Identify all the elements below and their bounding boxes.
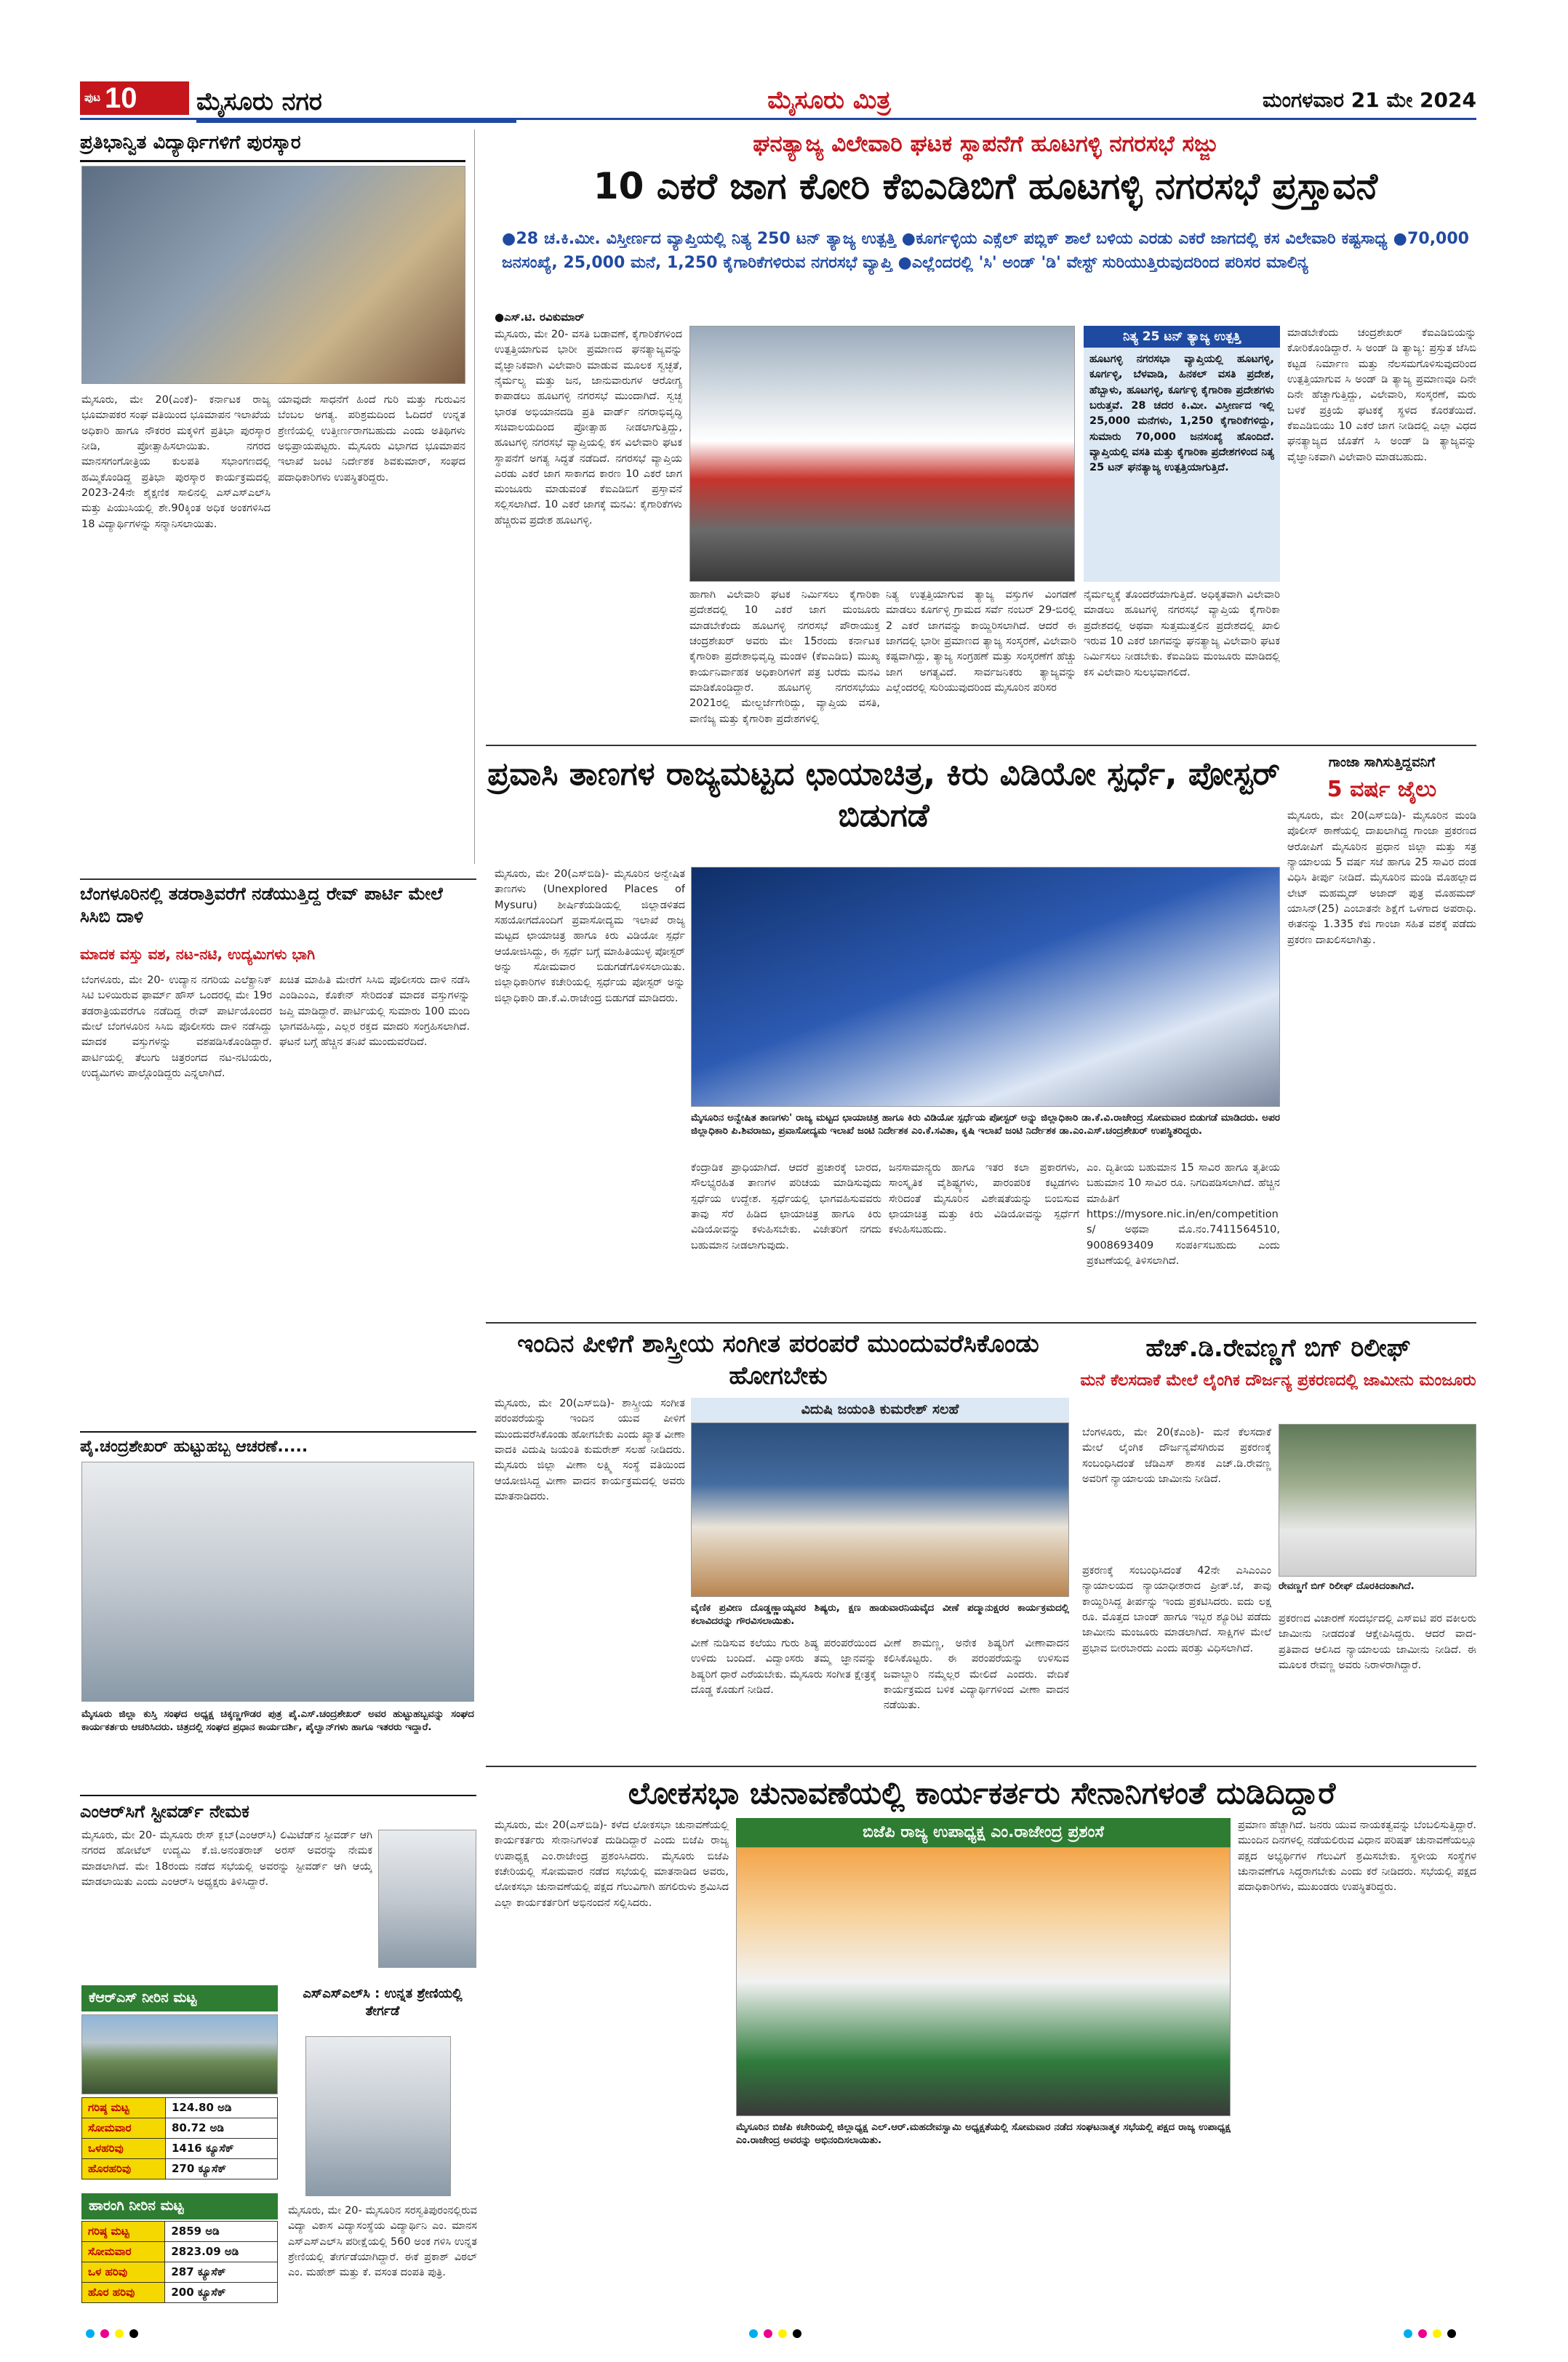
krs-key: ಸೋಮವಾರ xyxy=(82,2118,166,2139)
harangi-val: 287 ಕ್ಯೂಸೆಕ್ xyxy=(165,2262,278,2283)
lead-col-5: ನೈರ್ಮಲ್ಯಕ್ಕೆ ತೊಂದರೆಯಾಗುತ್ತಿದೆ. ಅಧಿಕೃತವಾಗಿ ವಿಲೇವಾರಿ ಮಾಡಲು ಹೂಟಗಳ್ಳಿ ನಗರಸಭೆ ವ್ಯಾಪ್ತಿಯ ಕೈಗಾರಿಕಾ ಪ್ರದೇಶದಲ್ಲಿ ಅಥವಾ ಸುತ್ತಮುತ್ತಲಿನ ಪ್ರದೇಶದಲ್ಲಿ ಖಾಲಿ ಇರುವ 10 ಎಕರೆ ಜಾಗವನ್ನು ಘನತ್ಯಾಜ್ಯ ವಿಲೇವಾರಿ ಘಟಕ ನಿರ್ಮಿಸಲು ನೀಡಬೇಕು. ಕೆಐಎಡಿಬಿ ಮಂಜೂರು ಮಾಡಿದಲ್ಲಿ ಕಸ ವಿಲೇವಾರಿ ಸುಲಭವಾಗಲಿದೆ. xyxy=(1084,589,1280,678)
harangi-key: ಗರಿಷ್ಠ ಮಟ್ಟ xyxy=(82,2222,165,2242)
col-divider xyxy=(474,129,475,864)
revanna-caption: ರೇವಣ್ಣಗೆ ಬಿಗ್ ರಿಲೀಫ್ ದೊರಕಿದಂತಾಗಿದೆ. xyxy=(1279,1580,1415,1592)
rave-subtitle: ಮಾದಕ ವಸ್ತು ವಶ, ನಟ-ನಟಿ, ಉದ್ಯಮಿಗಳು ಭಾಗಿ xyxy=(80,945,316,963)
harangi-table xyxy=(81,2221,278,2303)
krs-key: ಹೊರಹರಿವು xyxy=(82,2159,166,2179)
photo-contest-image xyxy=(691,867,1280,1107)
award-col-1: ಮೈಸೂರು, ಮೇ 20(ಎಂಕೆ)- ಕರ್ನಾಟಕ ರಾಜ್ಯ ಭೂಮಾಪಕರ ಸಂಘ ವತಿಯಿಂದ ಭೂಮಾಪನ ಇಲಾಖೆಯ ಅಧಿಕಾರಿ ಹಾಗೂ ನೌಕರರ ಮಕ್ಕಳಿಗೆ ಪ್ರತಿಭಾ ಪುರಸ್ಕಾರ ನೀಡಿ, ಪ್ರೋತ್ಸಾಹಿಸಲಾಯಿತು. ನಗರದ ಮಾನಸಗಂಗೋತ್ರಿಯ ಕುಲಪತಿ ಸಭಾಂಗಣದಲ್ಲಿ ಹಮ್ಮಿಕೊಂಡಿದ್ದ ಪ್ರತಿಭಾ ಪುರಸ್ಕಾರ ಕಾರ್ಯಕ್ರಮದಲ್ಲಿ 2023-24ನೇ ಶೈಕ್ಷಣಿಕ ಸಾಲಿನಲ್ಲಿ ಎಸ್‌ಎಸ್‌ಎಲ್‌ಸಿ ಮತ್ತು ಪಿಯುಸಿಯಲ್ಲಿ ಶೇ.90ಕ್ಕಿಂತ ಅಧಿಕ ಅಂಕಗಳಿಸಿದ 18 ವಿದ್ಯಾರ್ಥಿಗಳನ್ನು ಸನ್ಮಾನಿಸಲಾಯಿತು. xyxy=(81,394,271,530)
rave-title: ಬೆಂಗಳೂರಿನಲ್ಲಿ ತಡರಾತ್ರಿವರೆಗೆ ನಡೆಯುತ್ತಿದ್ದ ರೇವ್ ಪಾರ್ಟಿ ಮೇಲೆ ಸಿಸಿಬಿ ದಾಳಿ xyxy=(80,884,443,927)
loksabha-caption: ಮೈಸೂರಿನ ಬಿಜೆಪಿ ಕಚೇರಿಯಲ್ಲಿ ಜಿಲ್ಲಾಧ್ಯಕ್ಷ ಎಲ್.ಆರ್.ಮಹದೇವಸ್ವಾಮಿ ಅಧ್ಯಕ್ಷತೆಯಲ್ಲಿ ಸೋಮವಾರ ನಡೆದ ಸಂಘಟನಾತ್ಮಕ ಸಭೆಯಲ್ಲಿ ಪಕ್ಷದ ರಾಜ್ಯ ಉಪಾಧ್ಯಕ್ಷ ಎಂ.ರಾಜೇಂದ್ರ ಅವರನ್ನು ಅಭಿನಂದಿಸಲಾಯಿತು. xyxy=(736,2121,1231,2147)
revanna-col-2: ಪ್ರಕರಣಕ್ಕೆ ಸಂಬಂಧಿಸಿದಂತೆ 42ನೇ ಎಸಿಎಂಎಂ ನ್ಯಾಯಾಲಯದ ನ್ಯಾಯಾಧೀಶರಾದ ಪ್ರೀತ್.ಜೆ, ತಾವು ಕಾಯ್ದಿರಿಸಿದ್ದ ತೀರ್ಪನ್ನು ಇಂದು ಪ್ರಕಟಿಸಿದರು. ಐದು ಲಕ್ಷ ರೂ. ಮೊತ್ತದ ಬಾಂಡ್ ಹಾಗೂ ಇಬ್ಬರ ಶ್ಯೂರಿಟಿ ಪಡೆದು ಜಾಮೀನು ಮಂಜೂರು ಮಾಡಲಾಗಿದೆ. ಸಾಕ್ಷಿಗಳ ಮೇಲೆ ಪ್ರಭಾವ ಬೀರಬಾರದು ಎಂದು ಷರತ್ತು ವಿಧಿಸಲಾಗಿದೆ. xyxy=(1082,1565,1271,1654)
steward-text: ಮೈಸೂರು, ಮೇ 20- ಮೈಸೂರು ರೇಸ್ ಕ್ಲಬ್(ಎಂಆರ್‌ಸಿ) ಲಿಮಿಟೆಡ್‌ನ ಸ್ಟೀವರ್ಡ್ ಆಗಿ ನಗರದ ಹೋಟೆಲ್ ಉದ್ಯಮಿ ಕೆ.ಜಿ.ಅನಂತರಾಜ್ ಅರಸ್ ಅವರನ್ನು ನೇಮಕ ಮಾಡಲಾಗಿದೆ. ಮೇ 18ರಂದು ನಡೆದ ಸಭೆಯಲ್ಲಿ ಅವರನ್ನು ಸ್ಟೀವರ್ಡ್ ಆಗಿ ಆಯ್ಕೆ ಮಾಡಲಾಯಿತು ಎಂದು ಎಂಆರ್‌ಸಿ ಅಧ್ಯಕ್ಷರು ತಿಳಿಸಿದ್ದಾರೆ. xyxy=(81,1830,372,1888)
registration-marks-right xyxy=(1404,2327,1462,2343)
harangi-key: ಒಳ ಹರಿವು xyxy=(82,2262,165,2283)
paper-logo: ಮೈಸೂರು ಮಿತ್ರ xyxy=(767,86,891,115)
page-label: ಪುಟ xyxy=(84,91,101,105)
loksabha-col-2: ಪ್ರಮಾಣ ಹೆಚ್ಚಾಗಿದೆ. ಜನರು ಯುವ ನಾಯಕತ್ವವನ್ನು ಬೆಂಬಲಿಸುತ್ತಿದ್ದಾರೆ. ಮುಂದಿನ ದಿನಗಳಲ್ಲಿ ನಡೆಯಲಿರುವ ವಿಧಾನ ಪರಿಷತ್ ಚುನಾವಣೆಯಲ್ಲೂ ಪಕ್ಷದ ಅಭ್ಯರ್ಥಿಗಳ ಗೆಲುವಿಗೆ ಶ್ರಮಿಸಬೇಕು. ಸ್ಥಳೀಯ ಸಂಸ್ಥೆಗಳ ಚುನಾವಣೆಗೂ ಸಿದ್ಧರಾಗಬೇಕು ಎಂದು ಕರೆ ನೀಡಿದರು. ಸಭೆಯಲ್ಲಿ ಪಕ್ಷದ ಪದಾಧಿಕಾರಿಗಳು, ಮುಖಂಡರು ಉಪಸ್ಥಿತರಿದ್ದರು. xyxy=(1238,1819,1476,1894)
krs-dam-photo xyxy=(81,2014,278,2094)
photo-caption: ಮೈಸೂರಿನ ಅನ್ವೇಷಿತ ತಾಣಗಳು' ರಾಜ್ಯ ಮಟ್ಟದ ಛಾಯಾಚಿತ್ರ ಹಾಗೂ ಕಿರು ವಿಡಿಯೋ ಸ್ಪರ್ಧೆಯ ಪೋಸ್ಟರ್ ಅನ್ನು ಜಿಲ್ಲಾಧಿಕಾರಿ ಡಾ.ಕೆ.ವಿ.ರಾಜೇಂದ್ರ ಸೋಮವಾರ ಬಿಡುಗಡೆ ಮಾಡಿದರು. ಅಪರ ಜಿಲ್ಲಾಧಿಕಾರಿ ಪಿ.ಶಿವರಾಜು, ಪ್ರವಾಸೋದ್ಯಮ ಇಲಾಖೆ ಜಂಟಿ ನಿರ್ದೇಶಕ ಎಂ.ಕೆ.ಸವಿತಾ, ಕೃಷಿ ಇಲಾಖೆ ಜಂಟಿ ನಿರ್ದೇಶಕ ಡಾ.ಎಂ.ಎಸ್.ಚಂದ್ರಶೇಖರ್ ಉಪಸ್ಥಿತರಿದ್ದರು. xyxy=(691,1112,1280,1137)
harangi-val: 200 ಕ್ಯೂಸೆಕ್ xyxy=(165,2283,278,2303)
krs-val: 80.72 ಅಡಿ xyxy=(166,2118,278,2139)
revanna-col-3: ಪ್ರಕರಣದ ವಿಚಾರಣೆ ಸಂದರ್ಭದಲ್ಲಿ ಎಸ್‌ಐಟಿ ಪರ ವಕೀಲರು ಜಾಮೀನು ನೀಡದಂತೆ ಆಕ್ಷೇಪಿಸಿದ್ದರು. ಆದರೆ ವಾದ-ಪ್ರತಿವಾದ ಆಲಿಸಿದ ನ್ಯಾಯಾಲಯ ಜಾಮೀನು ನೀಡಿದೆ. ಈ ಮೂಲಕ ರೇವಣ್ಣ ಅವರು ನಿರಾಳರಾಗಿದ್ದಾರೆ. xyxy=(1279,1613,1476,1671)
birthday-caption: ಮೈಸೂರು ಜಿಲ್ಲಾ ಕುಸ್ತಿ ಸಂಘದ ಅಧ್ಯಕ್ಷ ಚಿಕ್ಕಣ್ಣಗೌಡರ ಪುತ್ರ ಪೈ.ಎಸ್.ಚಂದ್ರಶೇಖರ್ ಅವರ ಹುಟ್ಟುಹಬ್ಬವನ್ನು ಸಂಘದ ಕಾರ್ಯಕರ್ತರು ಆಚರಿಸಿದರು. ಚಿತ್ರದಲ್ಲಿ ಸಂಘದ ಪ್ರಧಾನ ಕಾರ್ಯದರ್ಶಿ, ಪೈಲ್ವಾನ್‌ಗಳು ಹಾಗೂ ಇತರರು ಇದ್ದಾರೆ. xyxy=(81,1708,474,1734)
rave-col-1: ಬೆಂಗಳೂರು, ಮೇ 20- ಉದ್ಯಾನ ನಗರಿಯ ಎಲೆಕ್ಟ್ರಾನಿಕ್ ಸಿಟಿ ಬಳಿಯಿರುವ ಫಾರ್ಮ್ ಹೌಸ್ ಒಂದರಲ್ಲಿ ಮೇ 19ರ ತಡರಾತ್ರಿಯವರೆಗೂ ನಡೆದಿದ್ದ ರೇವ್ ಪಾರ್ಟಿಯೊಂದರ ಮೇಲೆ ಬೆಂಗಳೂರಿನ ಸಿಸಿಬಿ ಪೊಲೀಸರು ದಾಳಿ ನಡೆಸಿದ್ದು ಮಾದಕ ವಸ್ತುಗಳನ್ನು ವಶಪಡಿಸಿಕೊಂಡಿದ್ದಾರೆ. ಪಾರ್ಟಿಯಲ್ಲಿ ತೆಲುಗು ಚಿತ್ರರಂಗದ ನಟ-ನಟಿಯರು, ಉದ್ಯಮಿಗಳು ಪಾಲ್ಗೊಂಡಿದ್ದರು ಎನ್ನಲಾಗಿದೆ. xyxy=(81,974,272,1079)
lead-col-4: ನಿತ್ಯ ಉತ್ಪತ್ತಿಯಾಗುವ ತ್ಯಾಜ್ಯ ವಸ್ತುಗಳ ವಿಂಗಡಣೆ ಮಾಡಲು ಕೂರ್ಗಳ್ಳಿ ಗ್ರಾಮದ ಸರ್ವೆ ನಂಬರ್ 29-ಬಿರಲ್ಲಿ 2 ಎಕರೆ ಜಾಗವನ್ನು ಕಾಯ್ದಿರಿಸಲಾಗಿದೆ. ಆದರೆ ಈ ಜಾಗದಲ್ಲಿ ಭಾರೀ ಪ್ರಮಾಣದ ತ್ಯಾಜ್ಯ ಸಂಸ್ಕರಣೆ, ವಿಲೇವಾರಿ ಕಷ್ಟವಾಗಿದ್ದು, ತ್ಯಾಜ್ಯ ಸಂಗ್ರಹಣೆ ಮತ್ತು ಸಂಸ್ಕರಣೆಗೆ ಹೆಚ್ಚು ಜಾಗ ಅಗತ್ಯವಿದೆ. ಸಾರ್ವಜನಿಕರು ತ್ಯಾಜ್ಯವನ್ನು ಎಲ್ಲೆಂದರಲ್ಲಿ ಸುರಿಯುವುದರಿಂದ ಮೈಸೂರಿನ ಪರಿಸರ xyxy=(886,589,1076,694)
music-col-3: ವೀಣೆ ಶಾಮಣ್ಣ, ಅನೇಕ ಶಿಷ್ಯರಿಗೆ ವೀಣಾವಾದನ ಕಲಿಸಿಕೊಟ್ಟರು. ಈ ಪರಂಪರೆಯನ್ನು ಉಳಿಸುವ ಜವಾಬ್ದಾರಿ ನಮ್ಮೆಲ್ಲರ ಮೇಲಿದೆ ಎಂದರು. ವೇದಿಕೆ ಕಾರ್ಯಕ್ರಮದ ಬಳಿಕ ವಿದ್ಯಾರ್ಥಿಗಳಿಂದ ವೀಣಾ ವಾದನ ನಡೆಯಿತು. xyxy=(884,1638,1069,1712)
photo-title: ಪ್ರವಾಸಿ ತಾಣಗಳ ರಾಜ್ಯಮಟ್ಟದ ಛಾಯಾಚಿತ್ರ, ಕಿರು ವಿಡಿಯೋ ಸ್ಪರ್ಧೆ, ಪೋಸ್ಟರ್ ಬಿಡುಗಡೆ xyxy=(487,756,1280,835)
section-name: ಮೈಸೂರು ನಗರ xyxy=(196,84,516,123)
registration-marks-left xyxy=(86,2327,144,2343)
music-caption: ವೈಣಿಕ ಪ್ರವೀಣ ದೊಡ್ಡಣ್ಣಾಯ್ಯವರ ಶಿಷ್ಯರು, ಕ್ಷಣ ಹಾಡುವಾರನಿಯವೈದ ವೀಣೆ ಪದ್ಮಾನುಕ್ಷರರ ಕಾರ್ಯಕ್ರಮದಲ್ಲಿ ಕಲಾವಿದರನ್ನು ಗೌರವಿಸಲಾಯಿತು. xyxy=(691,1602,1069,1628)
lead-photo-label: ನಿತ್ಯ 25 ಟನ್ ತ್ಯಾಜ್ಯ ಉತ್ಪತ್ತಿ xyxy=(1084,326,1280,348)
revanna-photo xyxy=(1279,1424,1476,1577)
masthead-rule xyxy=(80,118,1476,120)
music-title: ಇಂದಿನ ಪೀಳಿಗೆ ಶಾಸ್ತ್ರೀಯ ಸಂಗೀತ ಪರಂಪರೆ ಮುಂದುವರೆಸಿಕೊಂಡು ಹೋಗಬೇಕು xyxy=(517,1329,1039,1391)
rave-col-2: ಖಚಿತ ಮಾಹಿತಿ ಮೇರೆಗೆ ಸಿಸಿಬಿ ಪೊಲೀಸರು ದಾಳಿ ನಡೆಸಿ ಎಂಡಿಎಂಎ, ಕೊಕೇನ್ ಸೇರಿದಂತೆ ಮಾದಕ ವಸ್ತುಗಳನ್ನು ಜಪ್ತಿ ಮಾಡಿದ್ದಾರೆ. ಪಾರ್ಟಿಯಲ್ಲಿ ಸುಮಾರು 100 ಮಂದಿ ಭಾಗವಹಿಸಿದ್ದು, ಎಲ್ಲರ ರಕ್ತದ ಮಾದರಿ ಸಂಗ್ರಹಿಸಲಾಗಿದೆ. ಘಟನೆ ಬಗ್ಗೆ ಹೆಚ್ಚಿನ ತನಿಖೆ ಮುಂದುವರೆದಿದೆ. xyxy=(279,974,470,1049)
steward-portrait xyxy=(378,1830,476,1968)
page-number: 10 xyxy=(105,82,137,114)
harangi-key: ಹೊರ ಹರಿವು xyxy=(82,2283,165,2303)
page-number-badge xyxy=(80,81,189,115)
lead-sidebar: ಹೂಟಗಳ್ಳಿ ನಗರಸಭಾ ವ್ಯಾಪ್ತಿಯಲ್ಲಿ ಹೂಟಗಳ್ಳಿ, ಕೂರ್ಗಳ್ಳಿ, ಬೆಳವಾಡಿ, ಹಿನಕಲ್ ವಸತಿ ಪ್ರದೇಶ, ಹೆಬ್ಬಾಳು, ಹೂಟಗಳ್ಳಿ, ಕೂರ್ಗಳ್ಳಿ ಕೈಗಾರಿಕಾ ಪ್ರದೇಶಗಳು ಬರುತ್ತವೆ. 28 ಚದರ ಕಿ.ಮೀ. ವಿಸ್ತೀರ್ಣದ ಇಲ್ಲಿ 25,000 ಮನೆಗಳು, 1,250 ಕೈಗಾರಿಕೆಗಳಿದ್ದು, ಸುಮಾರು 70,000 ಜನಸಂಖ್ಯೆ ಹೊಂದಿದೆ. ವ್ಯಾಪ್ತಿಯಲ್ಲಿ ವಸತಿ ಮತ್ತು ಕೈಗಾರಿಕಾ ಪ್ರದೇಶಗಳಿಂದ ನಿತ್ಯ 25 ಟನ್ ಘನತ್ಯಾಜ್ಯ ಉತ್ಪತ್ತಿಯಾಗುತ್ತಿದೆ. xyxy=(1084,348,1280,582)
revanna-col-1: ಬೆಂಗಳೂರು, ಮೇ 20(ಕೆಎಂಶಿ)- ಮನೆ ಕೆಲಸದಾಕೆ ಮೇಲೆ ಲೈಂಗಿಕ ದೌರ್ಜನ್ಯವೆಸಗಿರುವ ಪ್ರಕರಣಕ್ಕೆ ಸಂಬಂಧಿಸಿದಂತೆ ಜೆಡಿಎಸ್ ಶಾಸಕ ಎಚ್.ಡಿ.ರೇವಣ್ಣ ಅವರಿಗೆ ನ್ಯಾಯಾಲಯ ಜಾಮೀನು ನೀಡಿದೆ. xyxy=(1082,1427,1271,1485)
krs-key: ಒಳಹರಿವು xyxy=(82,2139,166,2159)
harangi-val: 2823.09 ಅಡಿ xyxy=(165,2242,278,2262)
krs-table xyxy=(81,2097,278,2179)
lead-bottom-rule xyxy=(486,745,1476,746)
award-photo xyxy=(81,166,465,384)
steward-title: ಎಂಆರ್‌ಸಿಗೆ ಸ್ಟೀವರ್ಡ್ ನೇಮಕ xyxy=(80,1795,476,1825)
music-subtitle: ವಿದುಷಿ ಜಯಂತಿ ಕುಮರೇಶ್ ಸಲಹೆ xyxy=(691,1398,1069,1422)
music-photo xyxy=(691,1422,1069,1597)
award-title: ಪ್ರತಿಭಾನ್ವಿತ ವಿದ್ಯಾರ್ಥಿಗಳಿಗೆ ಪುರಸ್ಕಾರ xyxy=(80,129,465,162)
krs-val: 124.80 ಅಡಿ xyxy=(166,2098,278,2118)
loksabha-photo xyxy=(736,1847,1231,2116)
lead-photo xyxy=(689,326,1075,582)
photo-col-2: ಕೆಂದ್ರಾಡಿಕ ಪ್ರಾಧಿಯಾಗಿದೆ. ಆದರೆ ಪ್ರಚಾರಕ್ಕೆ ಬಾರದ, ಸೌಲಭ್ಯರಹಿತ ತಾಣಗಳ ಪರಿಚಯ ಮಾಡಿಸುವುದು ಸ್ಪರ್ಧೆಯ ಉದ್ದೇಶ. ಸ್ಪರ್ಧೆಯಲ್ಲಿ ಭಾಗವಹಿಸುವವರು ತಾವು ಸೆರೆ ಹಿಡಿದ ಛಾಯಾಚಿತ್ರ ಹಾಗೂ ಕಿರು ವಿಡಿಯೋವನ್ನು ಕಳುಹಿಸಬೇಕು. ವಿಜೇತರಿಗೆ ನಗದು ಬಹುಮಾನ ನೀಡಲಾಗುವುದು. xyxy=(691,1162,881,1252)
issue-date: ಮಂಗಳವಾರ 21 ಮೇ 2024 xyxy=(1262,88,1476,112)
lead-kicker: ಘನತ್ಯಾಜ್ಯ ವಿಲೇವಾರಿ ಘಟಕ ಸ್ಥಾಪನೆಗೆ ಹೂಟಗಳ್ಳಿ ನಗರಸಭೆ ಸಜ್ಜು xyxy=(753,131,1218,157)
music-col-1: ಮೈಸೂರು, ಮೇ 20(ಎಸ್‌ಬಿಡಿ)- ಶಾಸ್ತ್ರೀಯ ಸಂಗೀತ ಪರಂಪರೆಯನ್ನು ಇಂದಿನ ಯುವ ಪೀಳಿಗೆ ಮುಂದುವರೆಸಿಕೊಂಡು ಹೋಗಬೇಕು ಎಂದು ಖ್ಯಾತ ವೀಣಾ ವಾದಕಿ ವಿದುಷಿ ಜಯಂತಿ ಕುಮರೇಶ್ ಸಲಹೆ ನೀಡಿದರು. ಮೈಸೂರು ಜಿಲ್ಲಾ ವೀಣಾ ಲಕ್ಷ್ಮಿ ಸಂಸ್ಥೆ ವತಿಯಿಂದ ಆಯೋಜಿಸಿದ್ದ ವೀಣಾ ವಾದನ ಕಾರ್ಯಕ್ರಮದಲ್ಲಿ ಅವರು ಮಾತನಾಡಿದರು. xyxy=(495,1398,685,1502)
lead-bullets: ●28 ಚ.ಕಿ.ಮೀ. ವಿಸ್ತೀರ್ಣದ ವ್ಯಾಪ್ತಿಯಲ್ಲಿ ನಿತ್ಯ 250 ಟನ್ ತ್ಯಾಜ್ಯ ಉತ್ಪತ್ತಿ ●ಕೂರ್ಗಳ್ಳಿಯ ಎಕ್ಸೆಲ್ ಪಬ್ಲಿಕ್ ಶಾಲೆ ಬಳಿಯ ಎರಡು ಎಕರೆ ಜಾಗದಲ್ಲಿ ಕಸ ವಿಲೇವಾರಿ ಕಷ್ಟಸಾಧ್ಯ ●70,000 ಜನಸಂಖ್ಯೆ, 25,000 ಮನೆ, 1,250 ಕೈಗಾರಿಕೆಗಳಿರುವ ನಗರಸಭೆ ವ್ಯಾಪ್ತಿ ●ಎಲ್ಲೆಂದರಲ್ಲಿ 'ಸಿ' ಅಂಡ್ 'ಡಿ' ವೇಸ್ಟ್ ಸುರಿಯುತ್ತಿರುವುದರಿಂದ ಪರಿಸರ ಮಾಲಿನ್ಯ xyxy=(502,230,1469,272)
photo-col-4: ಎಂ. ದ್ವಿತೀಯ ಬಹುಮಾನ 15 ಸಾವಿರ ಹಾಗೂ ತೃತೀಯ ಬಹುಮಾನ 10 ಸಾವಿರ ರೂ. ನಿಗದಿಪಡಿಸಲಾಗಿದೆ. ಹೆಚ್ಚಿನ ಮಾಹಿತಿಗೆ https://mysore.nic.in/en/competitions/ ಅಥವಾ ಮೊ.ನಂ.7411564510, 9008693409 ಸಂಪರ್ಕಿಸಬಹುದು ಎಂದು ಪ್ರಕಟಣೆಯಲ್ಲಿ ತಿಳಿಸಲಾಗಿದೆ. xyxy=(1087,1162,1280,1267)
revanna-title: ಹೆಚ್.ಡಿ.ರೇವಣ್ಣಗೆ ಬಿಗ್ ರಿಲೀಫ್ xyxy=(1145,1334,1411,1363)
registration-marks-center xyxy=(749,2327,807,2343)
rave-rule xyxy=(80,878,476,880)
music-col-2: ವೀಣೆ ನುಡಿಸುವ ಕಲೆಯು ಗುರು ಶಿಷ್ಯ ಪರಂಪರೆಯಿಂದ ಉಳಿದು ಬಂದಿದೆ. ವಿದ್ವಾಂಸರು ತಮ್ಮ ಜ್ಞಾನವನ್ನು ಶಿಷ್ಯರಿಗೆ ಧಾರೆ ಎರೆಯಬೇಕು. ಮೈಸೂರು ಸಂಗೀತ ಕ್ಷೇತ್ರಕ್ಕೆ ದೊಡ್ಡ ಕೊಡುಗೆ ನೀಡಿದೆ. xyxy=(691,1638,876,1696)
harangi-key: ಸೋಮವಾರ xyxy=(82,2242,165,2262)
photo-col-3: ಜನಸಾಮಾನ್ಯರು ಹಾಗೂ ಇತರ ಕಲಾ ಪ್ರಕಾರಗಳು, ಸಾಂಸ್ಕೃತಿಕ ವೈಶಿಷ್ಟ್ಯಗಳು, ಪಾರಂಪರಿಕ ಕಟ್ಟಡಗಳು ಸೇರಿದಂತೆ ಮೈಸೂರಿನ ವಿಶೇಷತೆಯನ್ನು ಬಿಂಬಿಸುವ ಛಾಯಾಚಿತ್ರ ಮತ್ತು ಕಿರು ವಿಡಿಯೋವನ್ನು ಸ್ಪರ್ಧೆಗೆ ಕಳುಹಿಸಬಹುದು. xyxy=(889,1162,1079,1236)
krs-val: 1416 ಕ್ಯೂಸೆಕ್ xyxy=(166,2139,278,2159)
birthday-title: ಪೈ.ಚಂದ್ರಶೇಖರ್ ಹುಟ್ಟುಹಬ್ಬ ಆಚರಣೆ..... xyxy=(80,1431,476,1459)
lead-col-3: ಹಾಗಾಗಿ ವಿಲೇವಾರಿ ಘಟಕ ನಿರ್ಮಿಸಲು ಕೈಗಾರಿಕಾ ಪ್ರದೇಶದಲ್ಲಿ 10 ಎಕರೆ ಜಾಗ ಮಂಜೂರು ಮಾಡಬೇಕೆಂದು ಹೂಟಗಳ್ಳಿ ನಗರಸಭೆ ಪೌರಾಯುಕ್ತ ಚಂದ್ರಶೇಖರ್ ಅವರು ಮೇ 15ರಂದು ಕರ್ನಾಟಕ ಕೈಗಾರಿಕಾ ಪ್ರದೇಶಾಭಿವೃದ್ಧಿ ಮಂಡಳಿ (ಕೆಐಎಡಿಬಿ) ಮುಖ್ಯ ಕಾರ್ಯನಿರ್ವಾಹಕ ಅಧಿಕಾರಿಗಳಿಗೆ ಪತ್ರ ಬರೆದು ಮನವಿ ಮಾಡಿಕೊಂಡಿದ್ದಾರೆ. ಹೂಟಗಳ್ಳಿ ನಗರಸಭೆಯು 2021ರಲ್ಲಿ ಮೇಲ್ದರ್ಜೆಗೇರಿದ್ದು, ವ್ಯಾಪ್ತಿಯ ವಸತಿ, ವಾಣಿಜ್ಯ ಮತ್ತು ಕೈಗಾರಿಕಾ ಪ್ರದೇಶಗಳಲ್ಲಿ xyxy=(689,589,880,725)
ganja-kicker: ಗಾಂಜಾ ಸಾಗಿಸುತ್ತಿದ್ದವನಿಗೆ xyxy=(1328,755,1436,770)
music-bottom-rule xyxy=(486,1766,1476,1767)
sslc-text: ಮೈಸೂರು, ಮೇ 20- ಮೈಸೂರಿನ ಸರಸ್ವತಿಪುರಂನಲ್ಲಿರುವ ವಿದ್ಯಾ ವಿಕಾಸ ವಿದ್ಯಾಸಂಸ್ಥೆಯ ವಿದ್ಯಾರ್ಥಿನಿ ಎಂ. ಮಾನಸ ಎಸ್‌ಎಸ್‌ಎಲ್‌ಸಿ ಪರೀಕ್ಷೆಯಲ್ಲಿ 560 ಅಂಕ ಗಳಿಸಿ ಉನ್ನತ ಶ್ರೇಣಿಯಲ್ಲಿ ತೇರ್ಗಡೆಯಾಗಿದ್ದಾರೆ. ಈಕೆ ಪ್ರಕಾಶ್ ವಿಠಲ್ ಎಂ. ಮಹೇಶ್ ಮತ್ತು ಕೆ. ವಸಂತ ದಂಪತಿ ಪುತ್ರಿ. xyxy=(288,2205,477,2279)
ganja-headline: 5 ವರ್ಷ ಜೈಲು xyxy=(1327,777,1437,802)
loksabha-col-1: ಮೈಸೂರು, ಮೇ 20(ಎಸ್‌ಬಿಡಿ)- ಕಳೆದ ಲೋಕಸಭಾ ಚುನಾವಣೆಯಲ್ಲಿ ಕಾರ್ಯಕರ್ತರು ಸೇನಾನಿಗಳಂತೆ ದುಡಿದಿದ್ದಾರೆ ಎಂದು ಬಿಜೆಪಿ ರಾಜ್ಯ ಉಪಾಧ್ಯಕ್ಷ ಎಂ.ರಾಜೇಂದ್ರ ಪ್ರಶಂಸಿಸಿದರು. ಮೈಸೂರು ಬಿಜೆಪಿ ಕಚೇರಿಯಲ್ಲಿ ಸೋಮವಾರ ನಡೆದ ಸಭೆಯಲ್ಲಿ ಮಾತನಾಡಿದ ಅವರು, ಲೋಕಸಭಾ ಚುನಾವಣೆಯಲ್ಲಿ ಪಕ್ಷದ ಗೆಲುವಿಗಾಗಿ ಹಗಲಿರುಳು ಶ್ರಮಿಸಿದ ಎಲ್ಲಾ ಕಾರ್ಯಕರ್ತರಿಗೆ ಅಭಿನಂದನೆ ಸಲ್ಲಿಸಿದರು. xyxy=(495,1819,729,1909)
photo-bottom-rule xyxy=(486,1322,1476,1324)
birthday-photo xyxy=(81,1462,474,1702)
loksabha-subtitle: ಬಿಜೆಪಿ ರಾಜ್ಯ ಉಪಾಧ್ಯಕ್ಷ ಎಂ.ರಾಜೇಂದ್ರ ಪ್ರಶಂಸೆ xyxy=(736,1818,1231,1847)
lead-col-1: ಮೈಸೂರು, ಮೇ 20- ವಸತಿ ಬಡಾವಣೆ, ಕೈಗಾರಿಕೆಗಳಿಂದ ಉತ್ಪತ್ತಿಯಾಗುವ ಭಾರೀ ಪ್ರಮಾಣದ ಘನತ್ಯಾಜ್ಯವನ್ನು ವೈಜ್ಞಾನಿಕವಾಗಿ ವಿಲೇವಾರಿ ಮಾಡುವ ಮೂಲಕ ಸ್ವಚ್ಛತೆ, ನೈರ್ಮಲ್ಯ ಮತ್ತು ಜನ, ಜಾನುವಾರುಗಳ ಆರೋಗ್ಯ ಕಾಪಾಡಲು ಹೂಟಗಳ್ಳಿ ನಗರಸಭೆ ಮುಂದಾಗಿದೆ. ಸ್ವಚ್ಛ ಭಾರತ ಅಭಿಯಾನದಡಿ ಪ್ರತಿ ವಾರ್ಡ್ ನಗರಾಭಿವೃದ್ಧಿ ಸಚಿವಾಲಯದಿಂದ ಪ್ರೋತ್ಸಾಹ ನೀಡಲಾಗುತ್ತಿದ್ದು, ಹೂಟಗಳ್ಳಿ ನಗರಸಭೆ ವ್ಯಾಪ್ತಿಯಲ್ಲಿ ಕಸ ವಿಲೇವಾರಿ ಘಟಕ ಸ್ಥಾಪನೆಗೆ ಅಗತ್ಯ ಸಿದ್ಧತೆ ನಡೆದಿದೆ. ನಗರಸಭೆ ವ್ಯಾಪ್ತಿಯ ಎರಡು ಎಕರೆ ಜಾಗ ಸಾಕಾಗದ ಕಾರಣ 10 ಎಕರೆ ಜಾಗ ಮಂಜೂರು ಮಾಡುವಂತೆ ಕೆಐಎಡಿಬಿಗೆ ಪ್ರಸ್ತಾವನೆ ಸಲ್ಲಿಸಲಾಗಿದೆ. 10 ಎಕರೆ ಜಾಗಕ್ಕೆ ಮನವಿ: ಕೈಗಾರಿಕೆಗಳು ಹೆಚ್ಚಿರುವ ಪ್ರದೇಶ ಹೂಟಗಳ್ಳಿ. xyxy=(495,329,682,527)
krs-key: ಗರಿಷ್ಠ ಮಟ್ಟ xyxy=(82,2098,166,2118)
lead-headline: 10 ಎಕರೆ ಜಾಗ ಕೋರಿ ಕೆಐಎಡಿಬಿಗೆ ಹೂಟಗಳ್ಳಿ ನಗರಸಭೆ ಪ್ರಸ್ತಾವನೆ xyxy=(593,165,1378,207)
photo-col-1: ಮೈಸೂರು, ಮೇ 20(ಎಸ್‌ಬಿಡಿ)- ಮೈಸೂರಿನ ಅನ್ವೇಷಿತ ತಾಣಗಳು (Unexplored Places of Mysuru) ಶೀರ್ಷಿಕೆಯಡಿಯಲ್ಲಿ ಜಿಲ್ಲಾಡಳಿತದ ಸಹಯೋಗದೊಂದಿಗೆ ಪ್ರವಾಸೋದ್ಯಮ ಇಲಾಖೆ ರಾಜ್ಯ ಮಟ್ಟದ ಛಾಯಾಚಿತ್ರ ಹಾಗೂ ಕಿರು ವಿಡಿಯೋ ಸ್ಪರ್ಧೆ ಆಯೋಜಿಸಿದ್ದು, ಈ ಸ್ಪರ್ಧೆ ಬಗ್ಗೆ ಮಾಹಿತಿಯುಳ್ಳ ಪೋಸ್ಟರ್ ಅನ್ನು ಸೋಮವಾರ ಬಿಡುಗಡೆಗೊಳಿಸಲಾಯಿತು. ಜಿಲ್ಲಾಧಿಕಾರಿಗಳ ಕಚೇರಿಯಲ್ಲಿ ಸ್ಪರ್ಧೆಯ ಪೋಸ್ಟರ್ ಅನ್ನು ಜಿಲ್ಲಾಧಿಕಾರಿ ಡಾ.ಕೆ.ವಿ.ರಾಜೇಂದ್ರ ಬಿಡುಗಡೆ ಮಾಡಿದರು. xyxy=(495,868,685,1004)
lead-byline: ●ಎಸ್.ಟಿ. ರವಿಕುಮಾರ್ xyxy=(495,311,585,324)
revanna-subtitle: ಮನೆ ಕೆಲಸದಾಕೆ ಮೇಲೆ ಲೈಂಗಿಕ ದೌರ್ಜನ್ಯ ಪ್ರಕರಣದಲ್ಲಿ ಜಾಮೀನು ಮಂಜೂರು xyxy=(1080,1372,1476,1390)
krs-val: 270 ಕ್ಯೂಸೆಕ್ xyxy=(166,2159,278,2179)
lead-col-6: ಮಾಡಬೇಕೆಂದು ಚಂದ್ರಶೇಖರ್ ಕೆಐಎಡಿಬಿಯನ್ನು ಕೋರಿಕೊಂಡಿದ್ದಾರೆ. ಸಿ ಅಂಡ್ ಡಿ ತ್ಯಾಜ್ಯ: ಪ್ರಸ್ತುತ ಜೆಸಿಬಿ ಕಟ್ಟಡ ನಿರ್ಮಾಣ ಮತ್ತು ನೆಲಸಮಗೊಳಿಸುವುದರಿಂದ ಉತ್ಪತ್ತಿಯಾಗುವ ಸಿ ಅಂಡ್ ಡಿ ತ್ಯಾಜ್ಯ ಪ್ರಮಾಣವೂ ದಿನೇ ದಿನೇ ಹೆಚ್ಚಾಗುತ್ತಿದ್ದು, ವಿಲೇವಾರಿ, ಸಂಸ್ಕರಣೆ, ಮರು ಬಳಕೆ ಪ್ರಕ್ರಿಯೆ ಘಟಕಕ್ಕೆ ಸ್ಥಳದ ಕೊರತೆಯಿದೆ. ಕೆಐಎಡಿಬಿಯು 10 ಎಕರೆ ಜಾಗ ನೀಡಿದಲ್ಲಿ ಎಲ್ಲಾ ವಿಧದ ಘನತ್ಯಾಜ್ಯದ ಜೊತೆಗೆ ಸಿ ಅಂಡ್ ಡಿ ತ್ಯಾಜ್ಯವನ್ನು ವೈಜ್ಞಾನಿಕವಾಗಿ ವಿಲೇವಾರಿ ಮಾಡಬಹುದು. xyxy=(1287,327,1476,463)
sslc-portrait xyxy=(305,2036,451,2196)
harangi-title-bar: ಹಾರಂಗಿ ನೀರಿನ ಮಟ್ಟ xyxy=(81,2193,278,2219)
sslc-title: ಎಸ್‌ಎಸ್‌ಎಲ್‌ಸಿ : ಉನ್ನತ ಶ್ರೇಣಿಯಲ್ಲಿ ತೇರ್ಗಡೆ xyxy=(303,1986,463,2019)
loksabha-title: ಲೋಕಸಭಾ ಚುನಾವಣೆಯಲ್ಲಿ ಕಾರ್ಯಕರ್ತರು ಸೇನಾನಿಗಳಂತೆ ದುಡಿದಿದ್ದಾರೆ xyxy=(628,1775,1336,1811)
ganja-text: ಮೈಸೂರು, ಮೇ 20(ಎಸ್‌ಬಿಡಿ)- ಮೈಸೂರಿನ ಮಂಡಿ ಪೊಲೀಸ್ ಠಾಣೆಯಲ್ಲಿ ದಾಖಲಾಗಿದ್ದ ಗಾಂಜಾ ಪ್ರಕರಣದ ಆರೋಪಿಗೆ ಮೈಸೂರಿನ ಪ್ರಧಾನ ಜಿಲ್ಲಾ ಮತ್ತು ಸತ್ರ ನ್ಯಾಯಾಲಯ 5 ವರ್ಷ ಸಜೆ ಹಾಗೂ 25 ಸಾವಿರ ದಂಡ ವಿಧಿಸಿ ತೀರ್ಪು ನೀಡಿದೆ. ಮೈಸೂರಿನ ಮಂಡಿ ಮೊಹಲ್ಲಾದ ಲೇಟ್ ಮಹಮ್ಮದ್ ಅಜಾದ್ ಪುತ್ರ ಮೊಹಮದ್ ಯಾಸಿನ್(25) ಎಂಬಾತನೇ ಶಿಕ್ಷೆಗೆ ಒಳಗಾದ ಅಪರಾಧಿ. ಈತನನ್ನು 1.335 ಕೆಜಿ ಗಾಂಜಾ ಸಹಿತ ವಶಕ್ಕೆ ಪಡೆದು ಪ್ರಕರಣ ದಾಖಲಿಸಲಾಗಿತ್ತು. xyxy=(1287,810,1476,946)
masthead xyxy=(80,81,1476,115)
award-col-2: ಯಾವುದೇ ಸಾಧನೆಗೆ ಹಿಂದೆ ಗುರಿ ಮತ್ತು ಗುರುವಿನ ಬೆಂಬಲ ಅಗತ್ಯ. ಪರಿಶ್ರಮದಿಂದ ಓದಿದರೆ ಉನ್ನತ ಶ್ರೇಣಿಯಲ್ಲಿ ಉತ್ತೀರ್ಣರಾಗಬಹುದು ಎಂದು ಅತಿಥಿಗಳು ಅಭಿಪ್ರಾಯಪಟ್ಟರು. ಮೈಸೂರು ವಿಭಾಗದ ಭೂಮಾಪನ ಇಲಾಖೆ ಜಂಟಿ ನಿರ್ದೇಶಕ ಶಿವಕುಮಾರ್, ಸಂಘದ ಪದಾಧಿಕಾರಿಗಳು ಉಪಸ್ಥಿತರಿದ್ದರು. xyxy=(278,394,465,484)
harangi-val: 2859 ಅಡಿ xyxy=(165,2222,278,2242)
krs-title: ಕೆಆರ್‌ಎಸ್ ನೀರಿನ ಮಟ್ಟ xyxy=(81,1985,278,2011)
